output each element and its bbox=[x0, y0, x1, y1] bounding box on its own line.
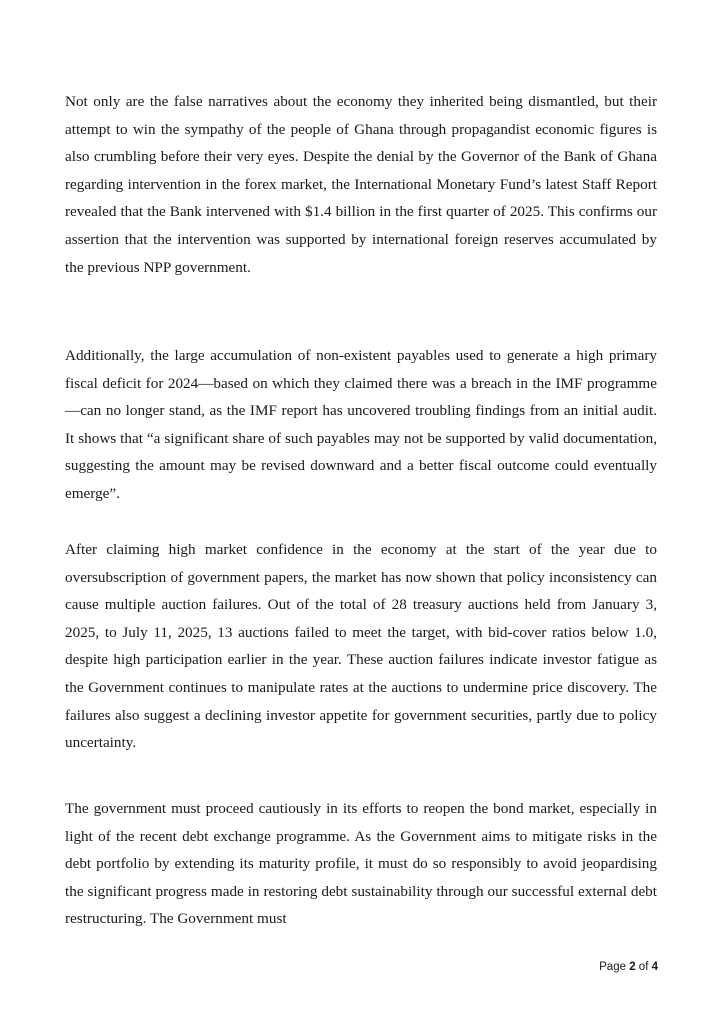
paragraph-forex-intervention bbox=[65, 88, 657, 281]
paragraph-text: Not only are the false narratives about the economy they inherited being dismantled, but their attempt to win the sympathy of the people of Ghana through propagandist economic figures is also crumbling before their very eyes. Despite the denial by the Governor of the Bank of Ghana regarding intervention in the forex market, the International Monetary Fund’s latest Staff Report revealed that the Bank intervened with $1.4 billion in the first quarter of 2025. This confirms our assertion that the intervention was supported by international foreign reserves accumulated by the previous NPP government. bbox=[65, 93, 657, 276]
page-label: Page bbox=[599, 961, 630, 973]
page-total: 4 bbox=[651, 961, 658, 973]
page-current: 2 bbox=[629, 961, 636, 973]
page-number-footer bbox=[599, 961, 658, 973]
paragraph-text: The government must proceed cautiously in its efforts to reopen the bond market, especially in light of the recent debt exchange programme. As the Government aims to mitigate risks in the debt portfolio by extending its maturity profile, it must do so responsibly to avoid jeopardising the significant progress made in restoring debt sustainability through our successful external debt restructuring. The Government must bbox=[65, 800, 657, 928]
paragraph-auction-failures bbox=[65, 536, 657, 757]
paragraph-text: Additionally, the large accumulation of non-existent payables used to generate a high primary fiscal deficit for 2024—based on which they claimed there was a breach in the IMF programme—can no longer stand, as the IMF report has uncovered troubling findings from an initial audit. It shows that “a significant share of such payables may not be supported by valid documentation, suggesting the amount may be revised downward and a better fiscal outcome could eventually emerge”. bbox=[65, 347, 657, 502]
paragraph-bond-market bbox=[65, 795, 657, 933]
paragraph-payables-audit bbox=[65, 342, 657, 508]
page-of-label: of bbox=[635, 961, 652, 973]
paragraph-text: After claiming high market confidence in the economy at the start of the year due to oversubscription of government papers, the market has now shown that policy inconsistency can cause multiple auction failures. Out of the total of 28 treasury auctions held from January 3, 2025, to July 11, 2025, 13 auctions failed to meet the target, with bid-cover ratios below 1.0, despite high participation earlier in the year. These auction failures indicate investor fatigue as the Government continues to manipulate rates at the auctions to undermine price discovery. The failures also suggest a declining investor appetite for government securities, partly due to policy uncertainty. bbox=[65, 541, 657, 752]
